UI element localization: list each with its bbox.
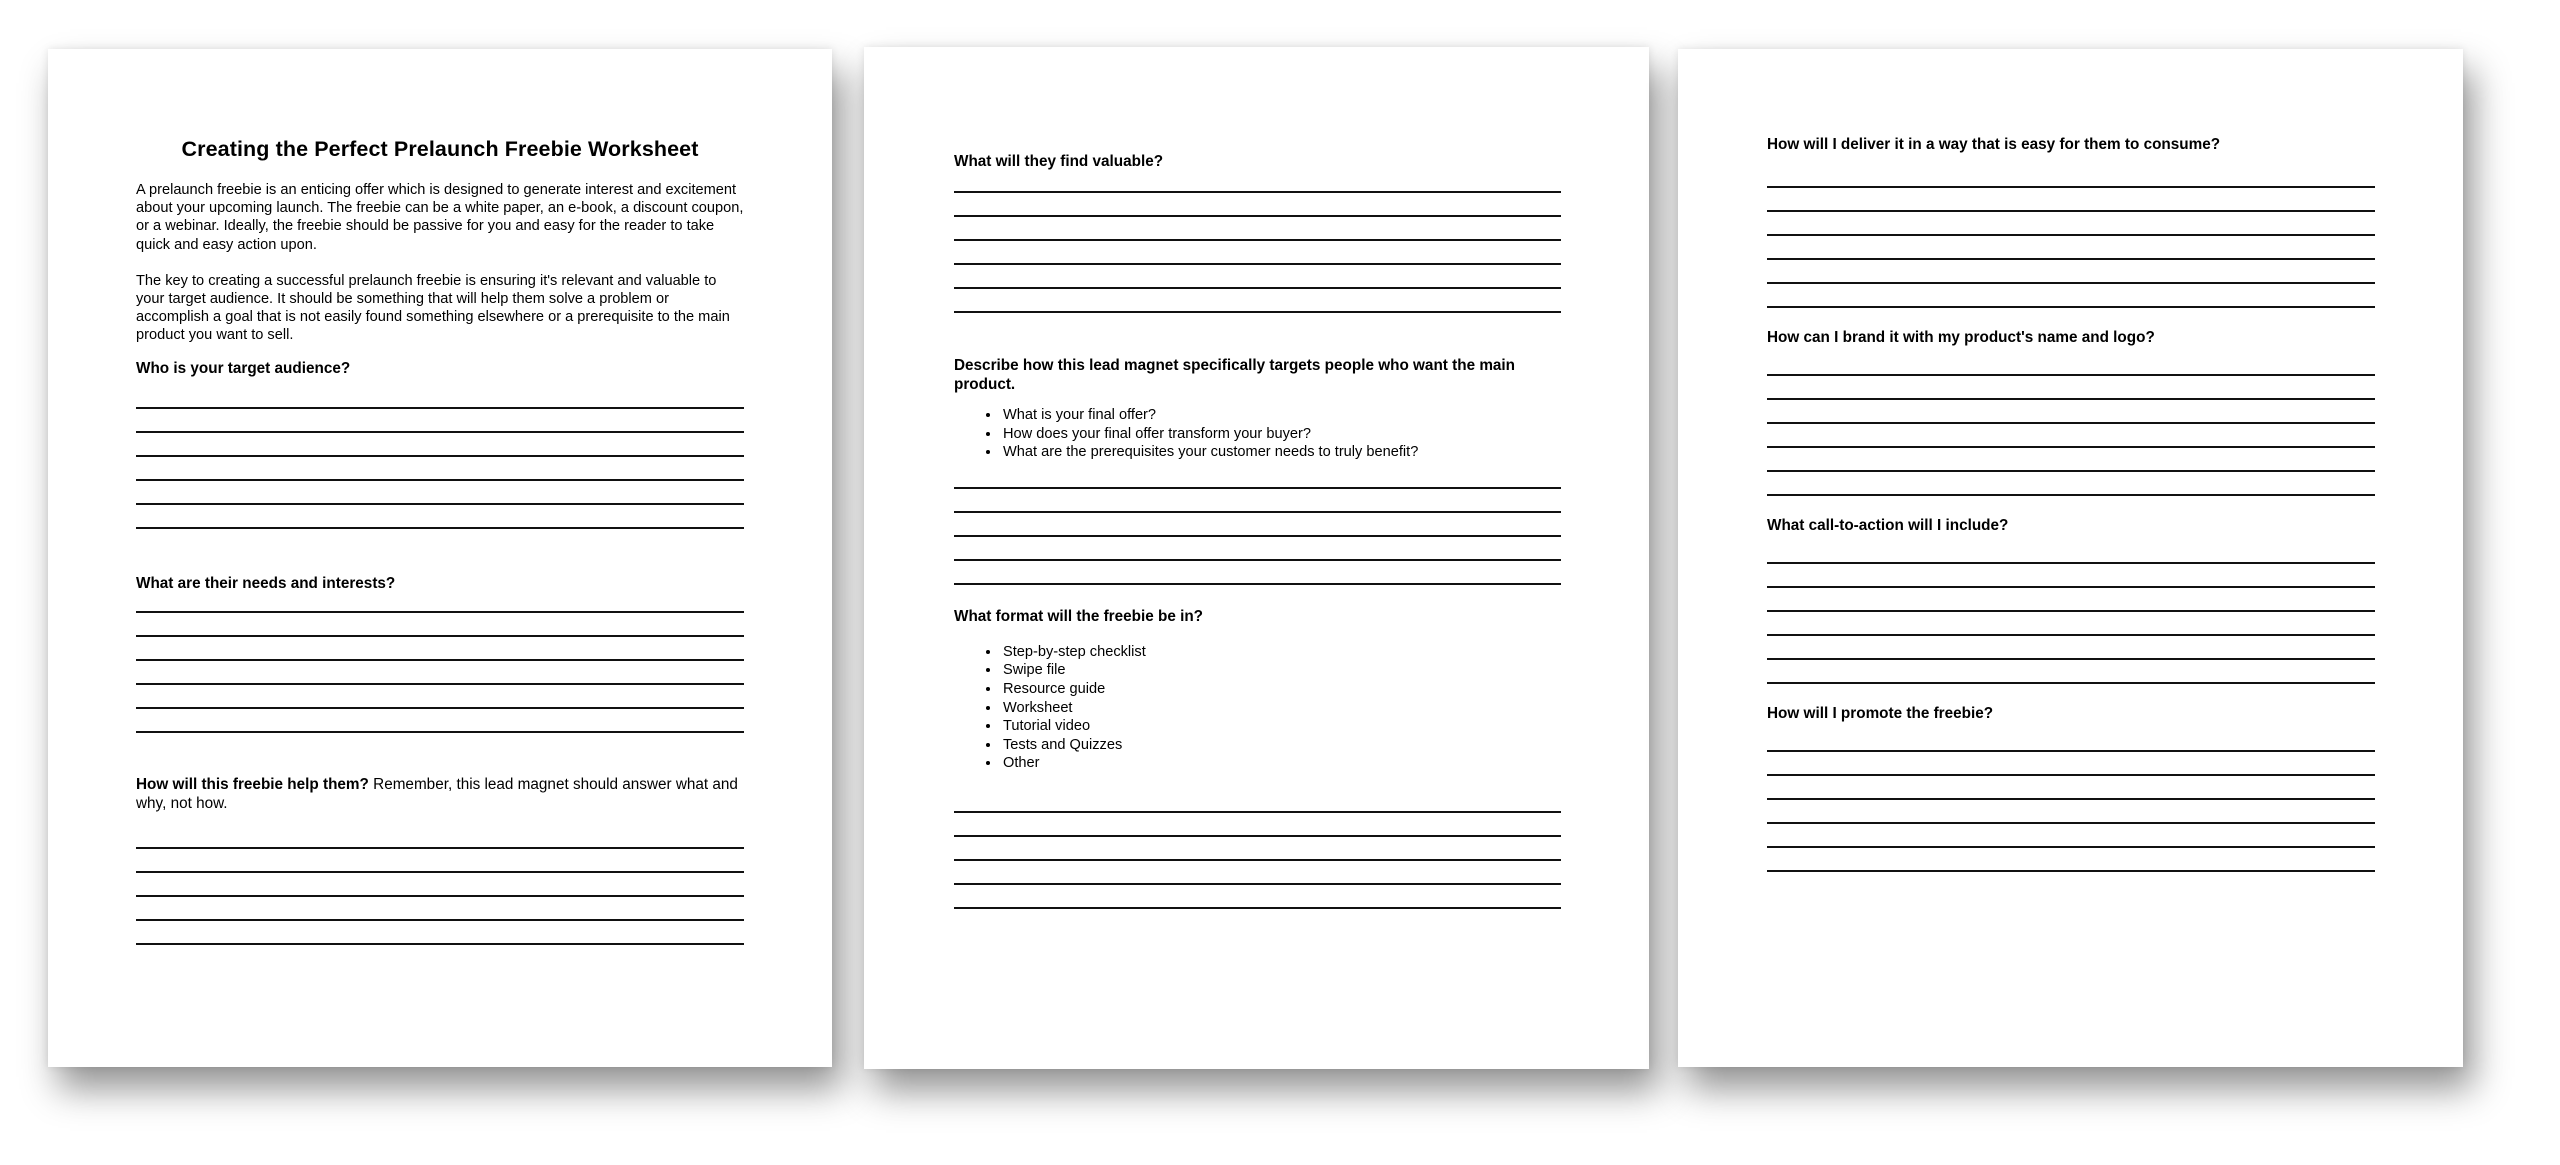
answer-line[interactable] <box>136 613 744 637</box>
answer-line[interactable] <box>1767 752 2375 776</box>
offer-bullet-list <box>954 406 1561 462</box>
answer-line[interactable] <box>954 537 1561 561</box>
answer-line[interactable] <box>1767 564 2375 588</box>
answer-line[interactable] <box>1767 800 2375 824</box>
answer-line[interactable] <box>136 409 744 433</box>
answer-line[interactable] <box>954 217 1561 241</box>
answer-line[interactable] <box>1767 588 2375 612</box>
answer-line[interactable] <box>1767 236 2375 260</box>
answer-line[interactable] <box>136 709 744 733</box>
list-item: • Tutorial video <box>1001 717 1561 736</box>
question-branding: How can I brand it with my product's name and logo? <box>1767 329 2155 346</box>
list-item: • Resource guide <box>1001 680 1561 699</box>
worksheet-page-2 <box>864 47 1649 1069</box>
answer-line[interactable] <box>136 849 744 873</box>
answer-line[interactable] <box>1767 352 2375 376</box>
intro-paragraph-2: The key to creating a successful prelaunch freebie is ensuring it's relevant and valuable to your target audience. It should be something that will help them solve a problem or accomplish a goal that is not easily found something elsewhere or a prerequisite to the main product you want to sell. <box>136 272 730 344</box>
question-freebie-help-note: Remember, this lead magnet should answer what and why, not how. <box>136 775 738 812</box>
answer-lines[interactable] <box>1767 728 2375 872</box>
answer-line[interactable] <box>954 837 1561 861</box>
list-item: • Swipe file <box>1001 661 1561 680</box>
answer-lines[interactable] <box>136 825 744 945</box>
answer-line[interactable] <box>1767 448 2375 472</box>
question-freebie-help-bold: How will this freebie help them? <box>136 775 369 793</box>
answer-line[interactable] <box>1767 728 2375 752</box>
answer-line[interactable] <box>136 825 744 849</box>
answer-line[interactable] <box>1767 472 2375 496</box>
answer-line[interactable] <box>1767 284 2375 308</box>
answer-lines[interactable] <box>136 589 744 733</box>
answer-line[interactable] <box>136 505 744 529</box>
answer-line[interactable] <box>136 457 744 481</box>
answer-line[interactable] <box>954 265 1561 289</box>
answer-line[interactable] <box>954 789 1561 813</box>
answer-line[interactable] <box>954 465 1561 489</box>
list-item: • Other <box>1001 754 1561 773</box>
answer-line[interactable] <box>1767 188 2375 212</box>
question-freebie-help <box>136 775 744 813</box>
answer-lines[interactable] <box>954 789 1561 909</box>
answer-line[interactable] <box>954 885 1561 909</box>
question-lead-magnet-targeting: Describe how this lead magnet specifically targets people who want the main product. <box>954 357 1516 393</box>
answer-line[interactable] <box>136 481 744 505</box>
list-item: • Tests and Quizzes <box>1001 736 1561 755</box>
answer-line[interactable] <box>136 433 744 457</box>
worksheet-page-1 <box>48 49 832 1067</box>
question-valuable: What will they find valuable? <box>954 153 1164 170</box>
answer-line[interactable] <box>954 813 1561 837</box>
list-item: • Worksheet <box>1001 699 1561 718</box>
answer-line[interactable] <box>1767 612 2375 636</box>
answer-line[interactable] <box>954 561 1561 585</box>
answer-line[interactable] <box>1767 424 2375 448</box>
answer-line[interactable] <box>136 661 744 685</box>
intro-paragraph-1: A prelaunch freebie is an enticing offer which is designed to generate interest and excitement about your upcoming launch. The freebie can be a white paper, an e-book, a discount coupon, or a webinar. Ideally, the freebie should be passive for you and easy for the reader to take quick and easy action upon. <box>136 182 744 253</box>
worksheet-title: Creating the Perfect Prelaunch Freebie Worksheet <box>181 137 699 161</box>
question-target-audience: Who is your target audience? <box>136 359 351 377</box>
answer-line[interactable] <box>1767 212 2375 236</box>
question-call-to-action: What call-to-action will I include? <box>1767 517 2009 534</box>
format-bullet-list <box>954 643 1561 773</box>
answer-line[interactable] <box>136 385 744 409</box>
answer-line[interactable] <box>1767 376 2375 400</box>
question-needs-interests: What are their needs and interests? <box>136 574 396 592</box>
question-promotion: How will I promote the freebie? <box>1767 705 1994 722</box>
answer-line[interactable] <box>1767 636 2375 660</box>
answer-line[interactable] <box>954 861 1561 885</box>
answer-line[interactable] <box>1767 164 2375 188</box>
question-freebie-format: What format will the freebie be in? <box>954 607 1204 625</box>
answer-line[interactable] <box>136 921 744 945</box>
answer-line[interactable] <box>136 637 744 661</box>
answer-line[interactable] <box>136 897 744 921</box>
question-delivery: How will I deliver it in a way that is easy for them to consume? <box>1767 136 2221 153</box>
answer-line[interactable] <box>954 169 1561 193</box>
answer-line[interactable] <box>1767 540 2375 564</box>
answer-line[interactable] <box>1767 400 2375 424</box>
answer-lines[interactable] <box>1767 540 2375 684</box>
answer-lines[interactable] <box>954 169 1561 313</box>
answer-lines[interactable] <box>954 465 1561 585</box>
answer-lines[interactable] <box>1767 352 2375 496</box>
answer-line[interactable] <box>1767 824 2375 848</box>
list-item: • Step-by-step checklist <box>1001 643 1561 662</box>
answer-lines[interactable] <box>1767 164 2375 308</box>
answer-line[interactable] <box>1767 776 2375 800</box>
answer-line[interactable] <box>1767 660 2375 684</box>
list-item: • How does your final offer transform your buyer? <box>1001 425 1561 444</box>
answer-line[interactable] <box>136 685 744 709</box>
list-item: • What is your final offer? <box>1001 406 1561 425</box>
answer-line[interactable] <box>954 489 1561 513</box>
answer-line[interactable] <box>1767 848 2375 872</box>
answer-line[interactable] <box>954 289 1561 313</box>
answer-lines[interactable] <box>136 385 744 529</box>
answer-line[interactable] <box>954 193 1561 217</box>
answer-line[interactable] <box>954 513 1561 537</box>
list-item: • What are the prerequisites your customer needs to truly benefit? <box>1001 443 1561 462</box>
answer-line[interactable] <box>1767 260 2375 284</box>
answer-line[interactable] <box>954 241 1561 265</box>
answer-line[interactable] <box>136 873 744 897</box>
worksheet-page-3 <box>1678 49 2463 1067</box>
